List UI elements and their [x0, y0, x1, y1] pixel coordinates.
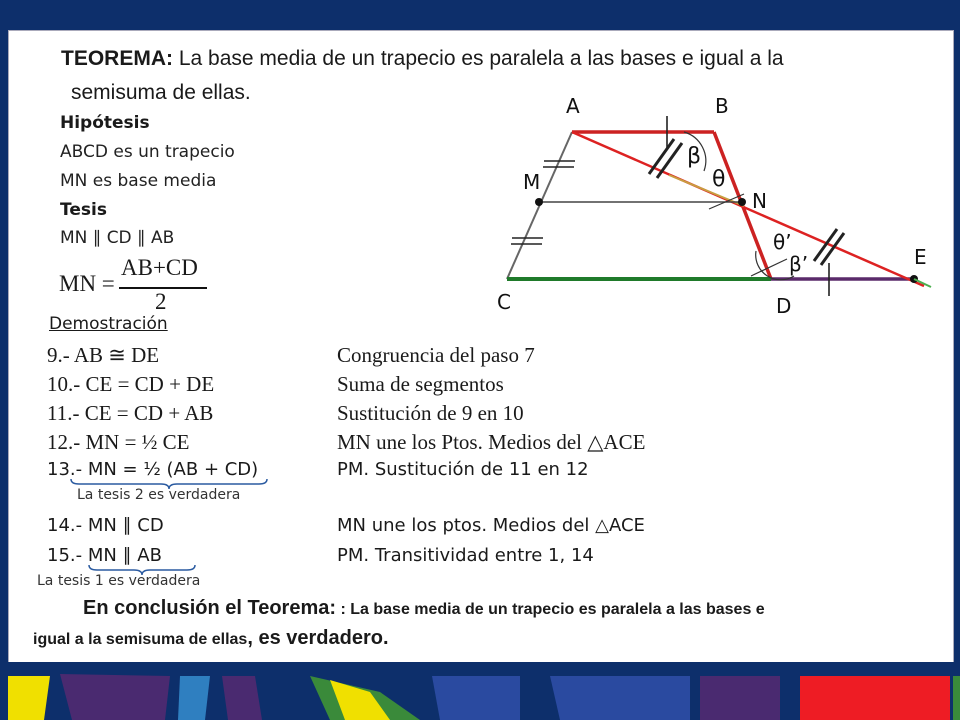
label-c: C — [497, 290, 511, 314]
top-frame-bar — [0, 0, 960, 30]
label-b: B — [715, 94, 729, 118]
conclusion-part-2: : La base media de un trapecio es paralela a las bases e — [336, 601, 765, 618]
slash-an-1 — [649, 139, 674, 174]
demo-step-10: 10.- CE = CD + DE — [47, 372, 215, 396]
thesis-line-1: MN ∥ CD ∥ AB — [60, 228, 175, 248]
label-beta: β — [687, 144, 702, 169]
slide — [8, 30, 954, 664]
hypothesis-line-2: MN es base media — [60, 171, 217, 191]
formula-denominator: 2 — [155, 289, 167, 314]
conclusion-part-4: , es verdadero. — [247, 627, 389, 649]
demo-step-11: 11.- CE = CD + AB — [47, 401, 214, 425]
label-theta: θ — [712, 167, 726, 192]
formula-numerator: AB+CD — [121, 255, 198, 280]
demo-reason-14: MN une los ptos. Medios del △ACE — [337, 515, 645, 536]
demo-reason-9: Congruencia del paso 7 — [337, 343, 535, 367]
theorem-prefix: TEOREMA: — [61, 47, 173, 70]
demo-heading: Demostración — [49, 314, 168, 334]
label-n: N — [752, 189, 767, 213]
hypothesis-heading: Hipótesis — [60, 113, 150, 133]
diagonal-ae — [572, 132, 924, 286]
demo-reason-12: MN une los Ptos. Medios del △ACE — [337, 430, 646, 454]
label-beta-prime: β’ — [789, 252, 809, 276]
demo-step-12: 12.- MN = ½ CE — [47, 430, 190, 454]
formula-lhs: MN = — [59, 271, 115, 296]
conclusion-line-2 — [33, 627, 389, 650]
decorative-shapes — [0, 662, 960, 720]
point-m — [535, 198, 543, 206]
hypothesis-line-1: ABCD es un trapecio — [60, 142, 235, 162]
demo-step-15: 15.- MN ∥ AB — [47, 545, 162, 566]
demo-step-13: 13.- MN = ½ (AB + CD) — [47, 459, 259, 480]
label-theta-prime: θ’ — [773, 230, 792, 254]
conclusion-part-1: En conclusión el Teorema: — [83, 597, 337, 619]
note-tesis-2: La tesis 2 es verdadera — [77, 487, 241, 503]
label-m: M — [523, 170, 541, 194]
demo-reason-10: Suma de segmentos — [337, 372, 504, 396]
demo-reason-11: Sustitución de 9 en 10 — [337, 401, 524, 425]
demo-step-14: 14.- MN ∥ CD — [47, 515, 164, 536]
trapezoid-figure — [469, 81, 949, 341]
bottom-decoration-bar — [0, 662, 960, 720]
thesis-heading: Tesis — [60, 200, 107, 220]
theorem-line-1 — [61, 47, 784, 71]
label-d: D — [776, 294, 792, 318]
slash-an-2 — [657, 143, 682, 178]
demo-reason-13: PM. Sustitución de 11 en 12 — [337, 459, 589, 480]
conclusion-line-1 — [83, 597, 765, 620]
label-a: A — [566, 94, 580, 118]
point-n — [738, 198, 746, 206]
note-tesis-1: La tesis 1 es verdadera — [37, 573, 201, 589]
label-e: E — [914, 245, 927, 269]
theorem-line-2: semisuma de ellas. — [71, 81, 251, 104]
demo-step-9: 9.- AB ≅ DE — [47, 343, 160, 367]
conclusion-part-3: igual a la semisuma de ellas — [33, 631, 248, 648]
theorem-text-1: La base media de un trapecio es paralela a las bases e igual a la — [173, 47, 784, 70]
demo-reason-15: PM. Transitividad entre 1, 14 — [337, 545, 594, 566]
